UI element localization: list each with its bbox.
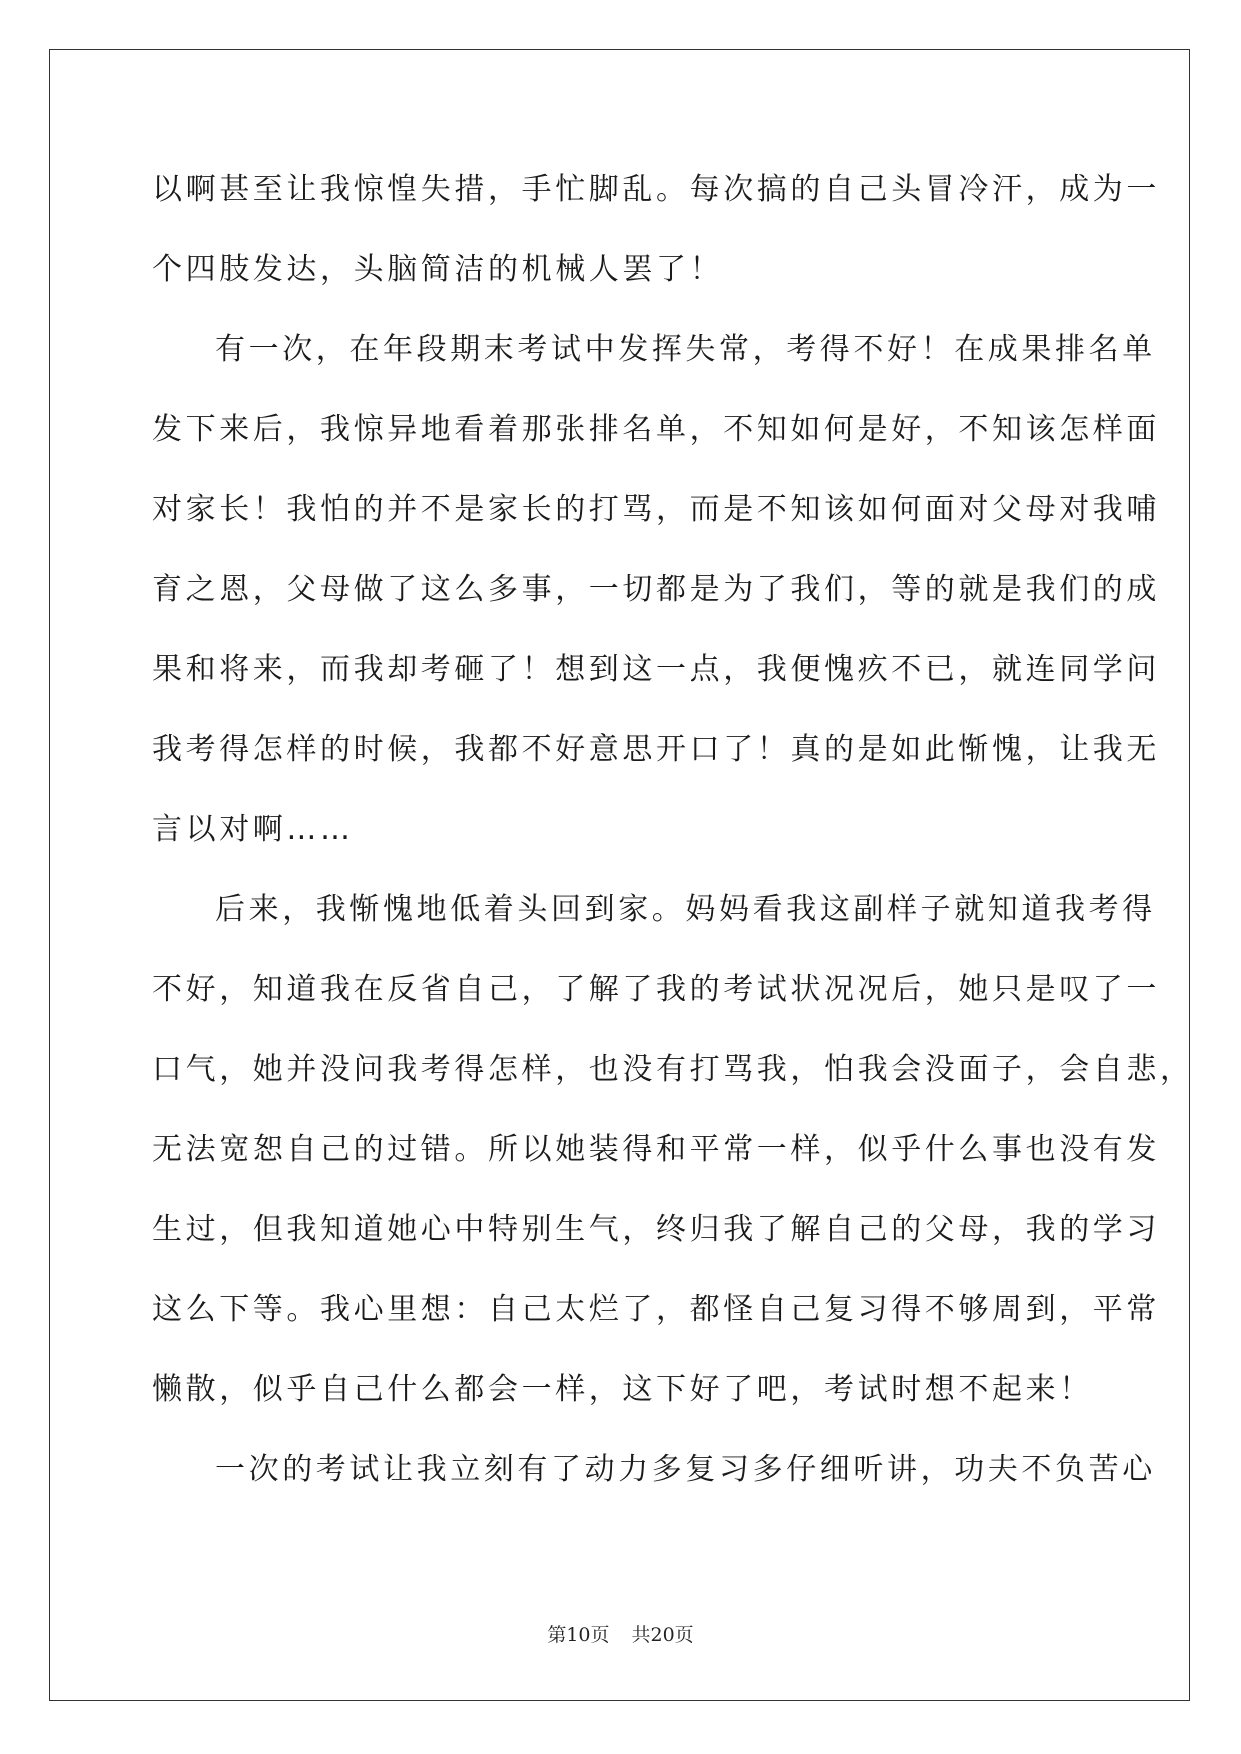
paragraph-start-line: 一次的考试让我立刻有了动力多复习多仔细听讲，功夫不负苦心 xyxy=(215,1452,1156,1487)
text-line: 对家长！我怕的并不是家长的打骂，而是不知该如何面对父母对我哺 xyxy=(152,492,1160,527)
text-line: 懒散，似乎自己什么都会一样，这下好了吧，考试时想不起来！ xyxy=(152,1372,1093,1407)
text-line: 果和将来，而我却考砸了！想到这一点，我便愧疚不已，就连同学问 xyxy=(152,652,1160,687)
text-line: 发下来后，我惊异地看着那张排名单，不知如何是好，不知该怎样面 xyxy=(152,412,1160,447)
text-line: 育之恩，父母做了这么多事，一切都是为了我们，等的就是我们的成 xyxy=(152,572,1160,607)
text-line: 这么下等。我心里想：自己太烂了，都怪自己复习得不够周到，平常 xyxy=(152,1292,1160,1327)
text-line: 言以对啊…… xyxy=(152,812,354,847)
page-total: 共20页 xyxy=(631,1624,694,1646)
text-line: 不好，知道我在反省自己，了解了我的考试状况况后，她只是叹了一 xyxy=(152,972,1160,1007)
page-footer xyxy=(0,1620,1241,1647)
text-line: 个四肢发达，头脑简洁的机械人罢了！ xyxy=(152,252,724,287)
page-number: 第10页 xyxy=(547,1624,610,1646)
document-body xyxy=(152,150,1194,1510)
text-line: 生过，但我知道她心中特别生气，终归我了解自己的父母，我的学习 xyxy=(152,1212,1160,1247)
paragraph-start-line: 有一次，在年段期末考试中发挥失常，考得不好！在成果排名单 xyxy=(215,332,1156,367)
text-line: 我考得怎样的时候，我都不好意思开口了！真的是如此惭愧，让我无 xyxy=(152,732,1160,767)
text-line: 无法宽恕自己的过错。所以她装得和平常一样，似乎什么事也没有发 xyxy=(152,1132,1160,1167)
paragraph-start-line: 后来，我惭愧地低着头回到家。妈妈看我这副样子就知道我考得 xyxy=(215,892,1156,927)
text-line: 口气，她并没问我考得怎样，也没有打骂我，怕我会没面子，会自悲， xyxy=(152,1052,1194,1087)
text-line: 以啊甚至让我惊惶失措，手忙脚乱。每次搞的自己头冒冷汗，成为一 xyxy=(152,172,1160,207)
